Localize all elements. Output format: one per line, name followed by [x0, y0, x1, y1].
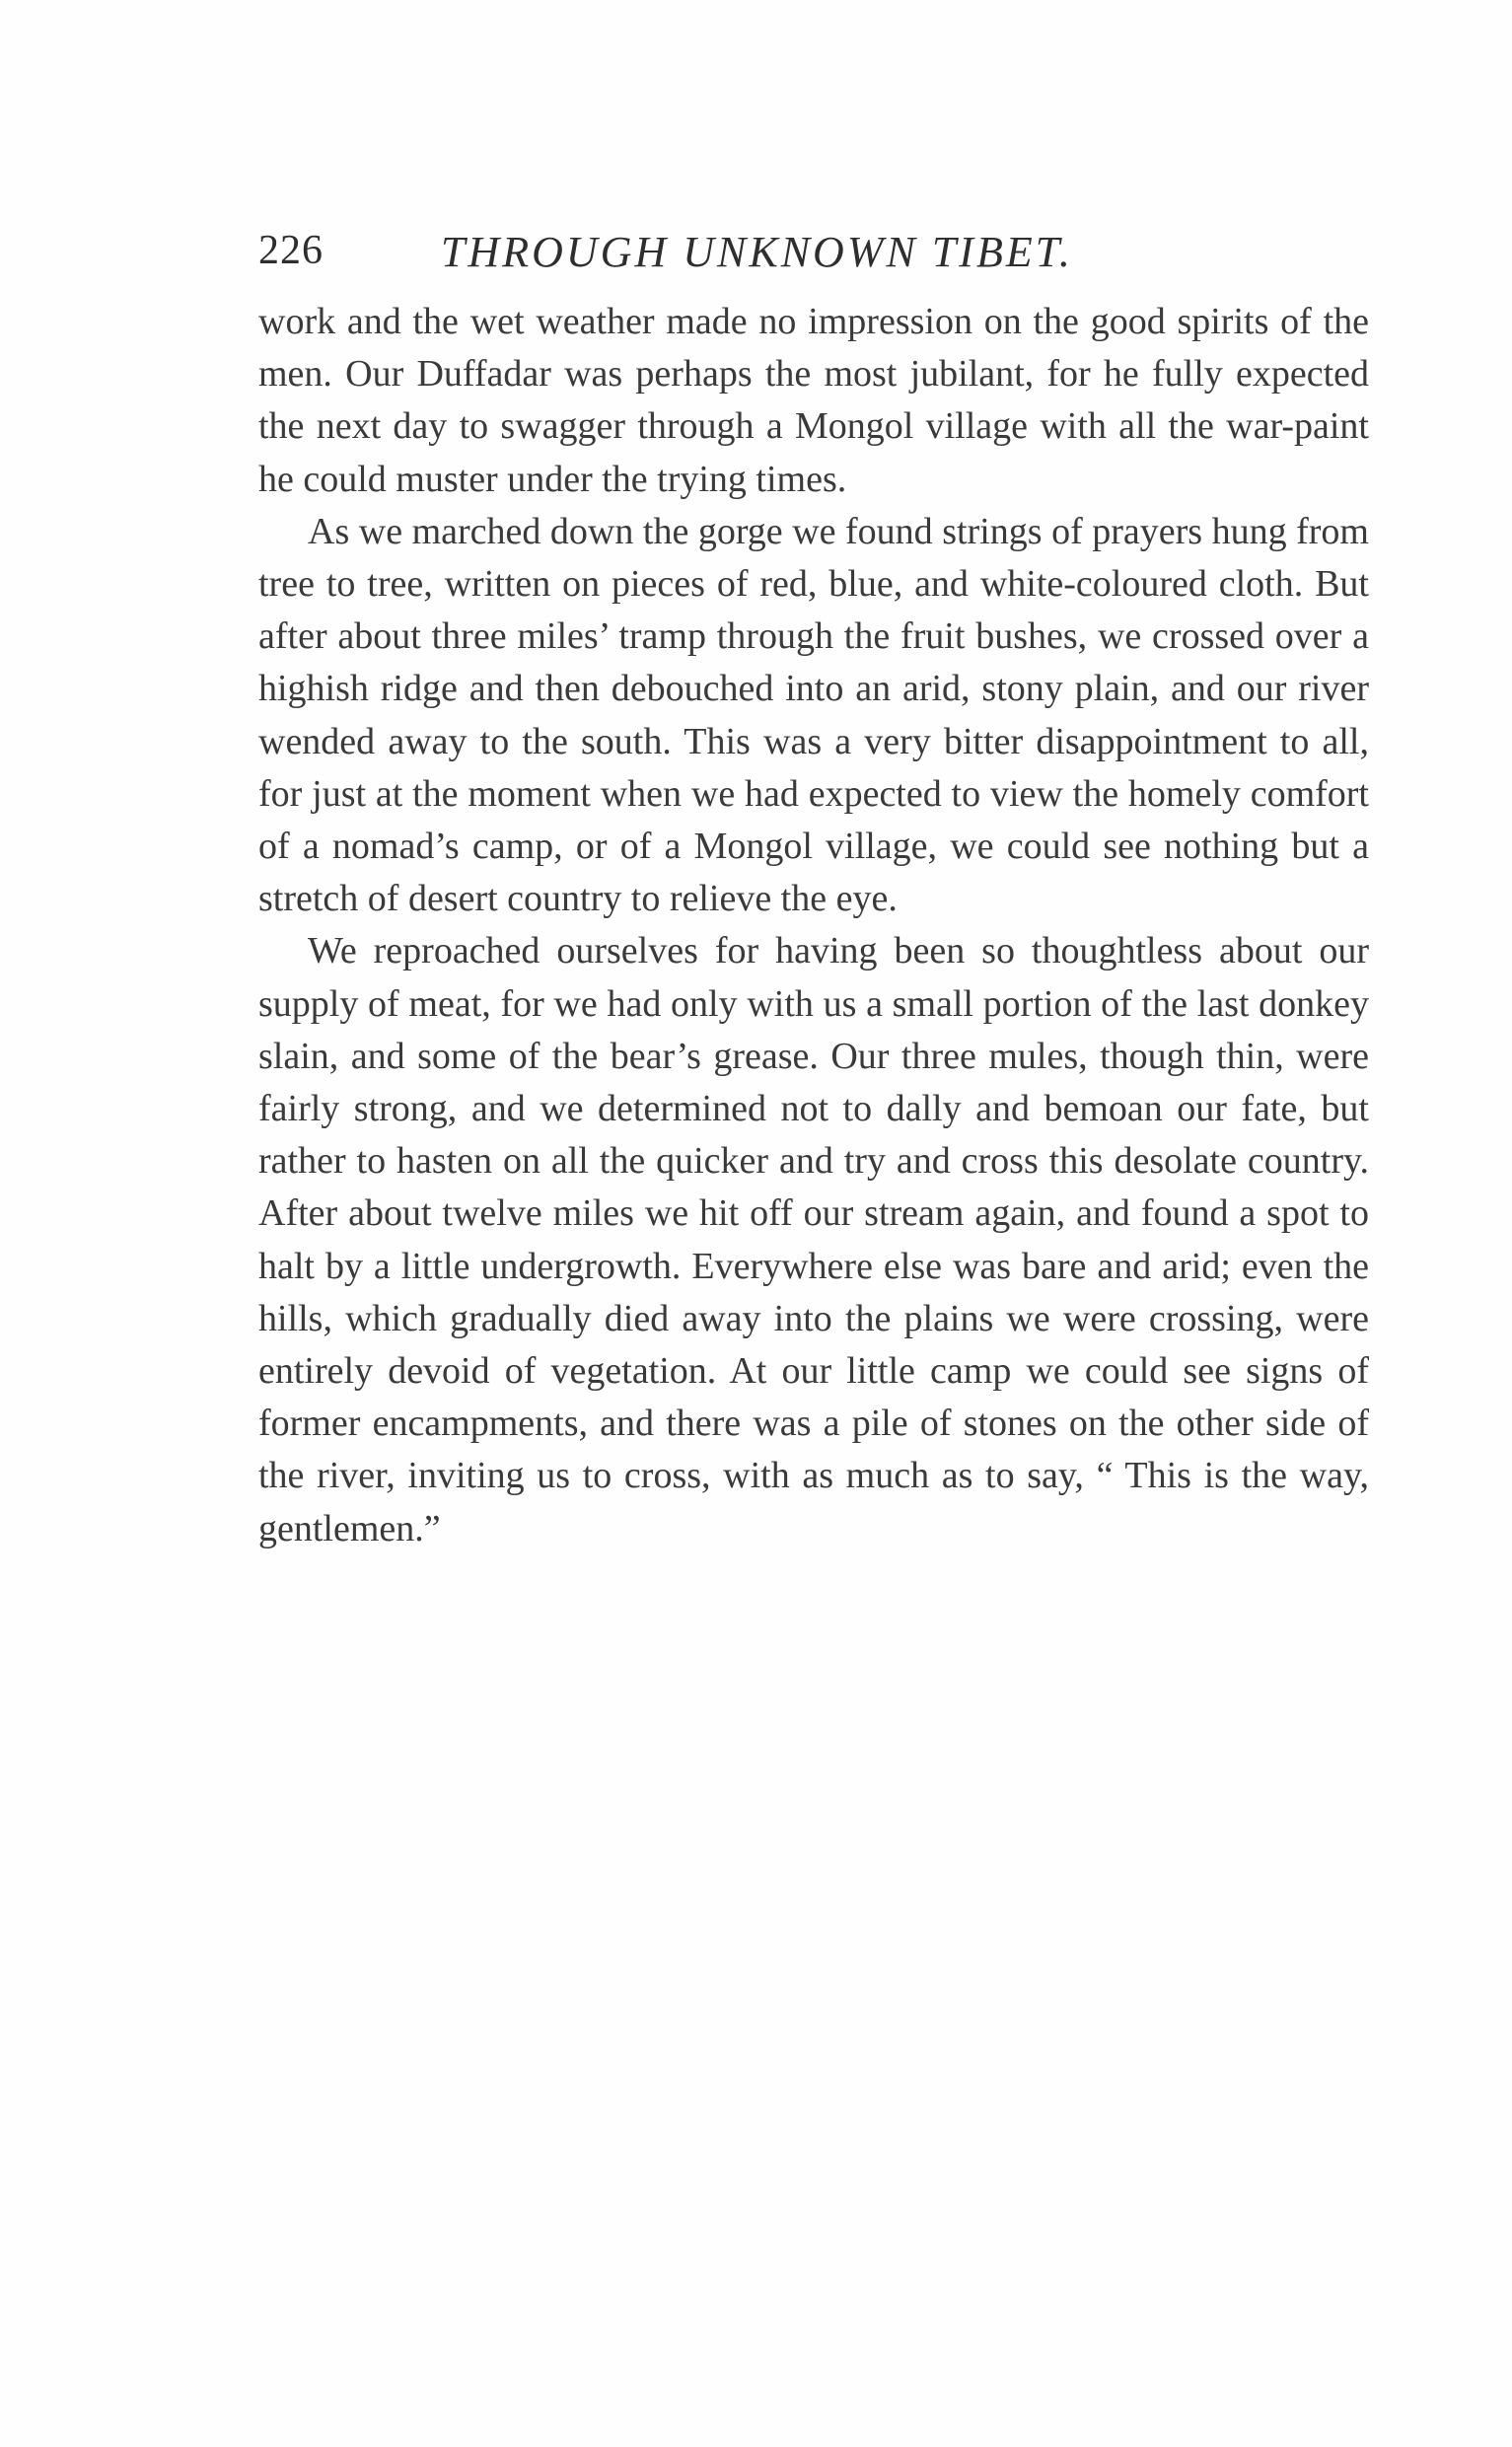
- paragraph-continued: work and the wet weather made no impression on the good spirits of the men. Our Duffadar was perhaps the most jubilant, for he fully expected the next day to swagger through a Mongol village with all the war-paint he could muster under the trying times.: [258, 301, 1369, 500]
- page-number: 226: [258, 228, 324, 273]
- paragraph: As we marched down the gorge we found strings of prayers hung from tree to tree, written on pieces of red, blue, and white-coloured cloth. But after about three miles’ tramp through the fruit bushes, we crossed over a highish ridge and then debouched into an arid, stony plain, and our river wended away to the south. This was a very bitter disappointment to all, for just at the moment when we had expected to view the homely comfort of a nomad’s camp, or of a Mongol village, we could see nothing but a stretch of desert country to relieve the eye.: [258, 510, 1369, 920]
- body-text: [258, 296, 1369, 1555]
- paragraph: We reproached ourselves for having been so thoughtless about our supply of meat, for we had only with us a small portion of the last donkey slain, and some of the bear’s grease. Our three mules, though thin, were fairly strong, and we determined not to dally and bemoan our fate, but rather to hasten on all the quicker and try and cross this desolate country. After about twelve miles we hit off our stream again, and found a spot to halt by a little undergrowth. Everywhere else was bare and arid; even the hills, which gradually died away into the plains we were crossing, were entirely devoid of vegetation. At our little camp we could see signs of former encampments, and there was a pile of stones on the other side of the river, inviting us to cross, with as much as to say, “ This is the way, gentlemen.”: [258, 930, 1369, 1549]
- running-head: [258, 219, 1373, 278]
- running-title: THROUGH UNKNOWN TIBET.: [441, 228, 1073, 276]
